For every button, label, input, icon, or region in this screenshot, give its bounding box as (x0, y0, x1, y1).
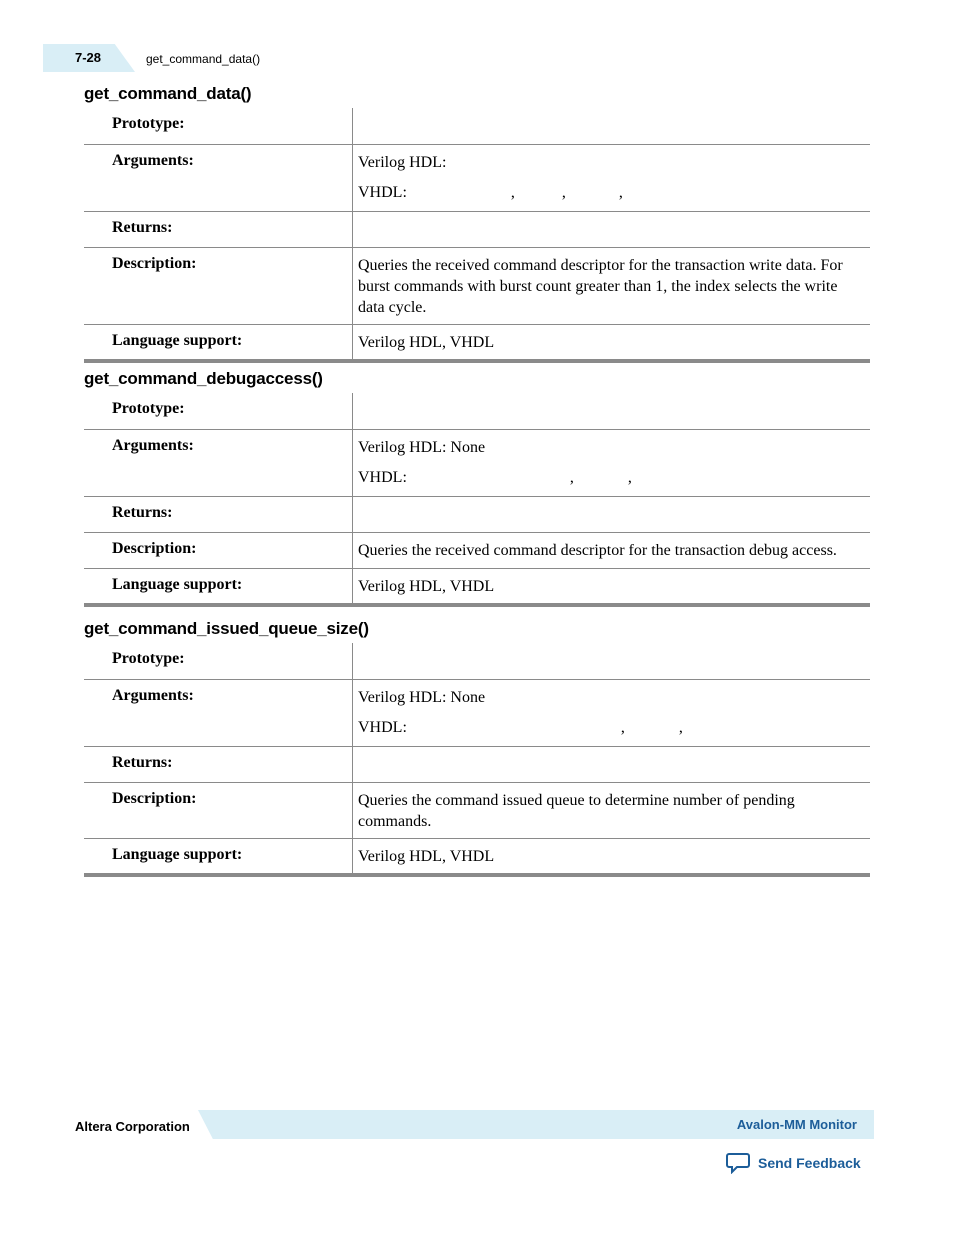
row-label: Prototype: (84, 108, 353, 144)
row-value: Verilog HDL, VHDL (353, 568, 871, 605)
row-value: Queries the received command descriptor for the transaction debug access. (353, 532, 871, 568)
table-row-prototype (84, 393, 870, 429)
row-value: Queries the received command descriptor for the transaction write data. For burst commands with burst count greater than 1, the index selects the write data cycle. (353, 247, 871, 324)
row-label: Returns: (84, 746, 353, 782)
arguments-verilog: Verilog HDL: None (358, 438, 486, 456)
arguments-verilog: Verilog HDL: None (358, 688, 486, 706)
row-value (353, 496, 871, 532)
table-row-description (84, 782, 870, 838)
row-label: Description: (84, 247, 353, 324)
row-label: Returns: (84, 211, 353, 247)
send-feedback-label: Send Feedback (758, 1155, 861, 1171)
comma: , (510, 183, 515, 201)
comma: , (561, 183, 566, 201)
table-row-prototype (84, 643, 870, 679)
api-table-get-command-debugaccess (84, 393, 870, 607)
table-row-returns (84, 746, 870, 782)
row-value (353, 679, 871, 746)
comma: , (569, 468, 574, 486)
row-label: Description: (84, 532, 353, 568)
row-value: Queries the command issued queue to determine number of pending commands. (353, 782, 871, 838)
arguments-vhdl-line (358, 467, 864, 488)
row-label: Language support: (84, 324, 353, 361)
row-value (353, 429, 871, 496)
arguments-vhdl-line (358, 182, 864, 203)
arguments-vhdl: VHDL: (358, 718, 407, 736)
table-row-arguments (84, 679, 870, 746)
table-row-prototype (84, 108, 870, 144)
arguments-vhdl-line (358, 717, 864, 738)
row-label: Arguments: (84, 429, 353, 496)
row-value (353, 643, 871, 679)
comma: , (678, 718, 683, 736)
row-value (353, 211, 871, 247)
footer-chapter-link[interactable]: Avalon-MM Monitor (736, 1117, 857, 1132)
api-table-get-command-data (84, 108, 870, 363)
table-row-returns (84, 211, 870, 247)
comma: , (618, 183, 623, 201)
table-row-description (84, 532, 870, 568)
section-title-get-command-debugaccess: get_command_debugaccess() (84, 369, 323, 388)
table-row-arguments (84, 144, 870, 211)
row-value (353, 393, 871, 429)
table-row-language-support (84, 324, 870, 361)
footer-company: Altera Corporation (75, 1119, 190, 1134)
table-row-returns (84, 496, 870, 532)
arguments-verilog: Verilog HDL: (358, 153, 447, 171)
row-label: Returns: (84, 496, 353, 532)
running-title: get_command_data() (146, 52, 261, 66)
row-label: Language support: (84, 568, 353, 605)
row-value (353, 144, 871, 211)
table-row-language-support (84, 568, 870, 605)
row-label: Arguments: (84, 679, 353, 746)
row-value: Verilog HDL, VHDL (353, 838, 871, 875)
table-row-language-support (84, 838, 870, 875)
comma: , (620, 718, 625, 736)
table-row-arguments (84, 429, 870, 496)
arguments-vhdl: VHDL: (358, 468, 407, 486)
arguments-vhdl: VHDL: (358, 183, 407, 201)
row-value: Verilog HDL, VHDL (353, 324, 871, 361)
send-feedback-link[interactable] (726, 1152, 861, 1174)
row-label: Prototype: (84, 643, 353, 679)
row-label: Arguments: (84, 144, 353, 211)
row-value (353, 746, 871, 782)
row-value (353, 108, 871, 144)
row-label: Description: (84, 782, 353, 838)
row-label: Prototype: (84, 393, 353, 429)
page-number: 7-28 (75, 50, 102, 65)
api-table-get-command-issued-queue-size (84, 643, 870, 877)
row-label: Language support: (84, 838, 353, 875)
section-title-get-command-issued-queue-size: get_command_issued_queue_size() (84, 619, 369, 638)
speech-bubble-icon (726, 1152, 750, 1174)
comma: , (627, 468, 632, 486)
section-title-get-command-data: get_command_data() (84, 84, 252, 103)
table-row-description (84, 247, 870, 324)
